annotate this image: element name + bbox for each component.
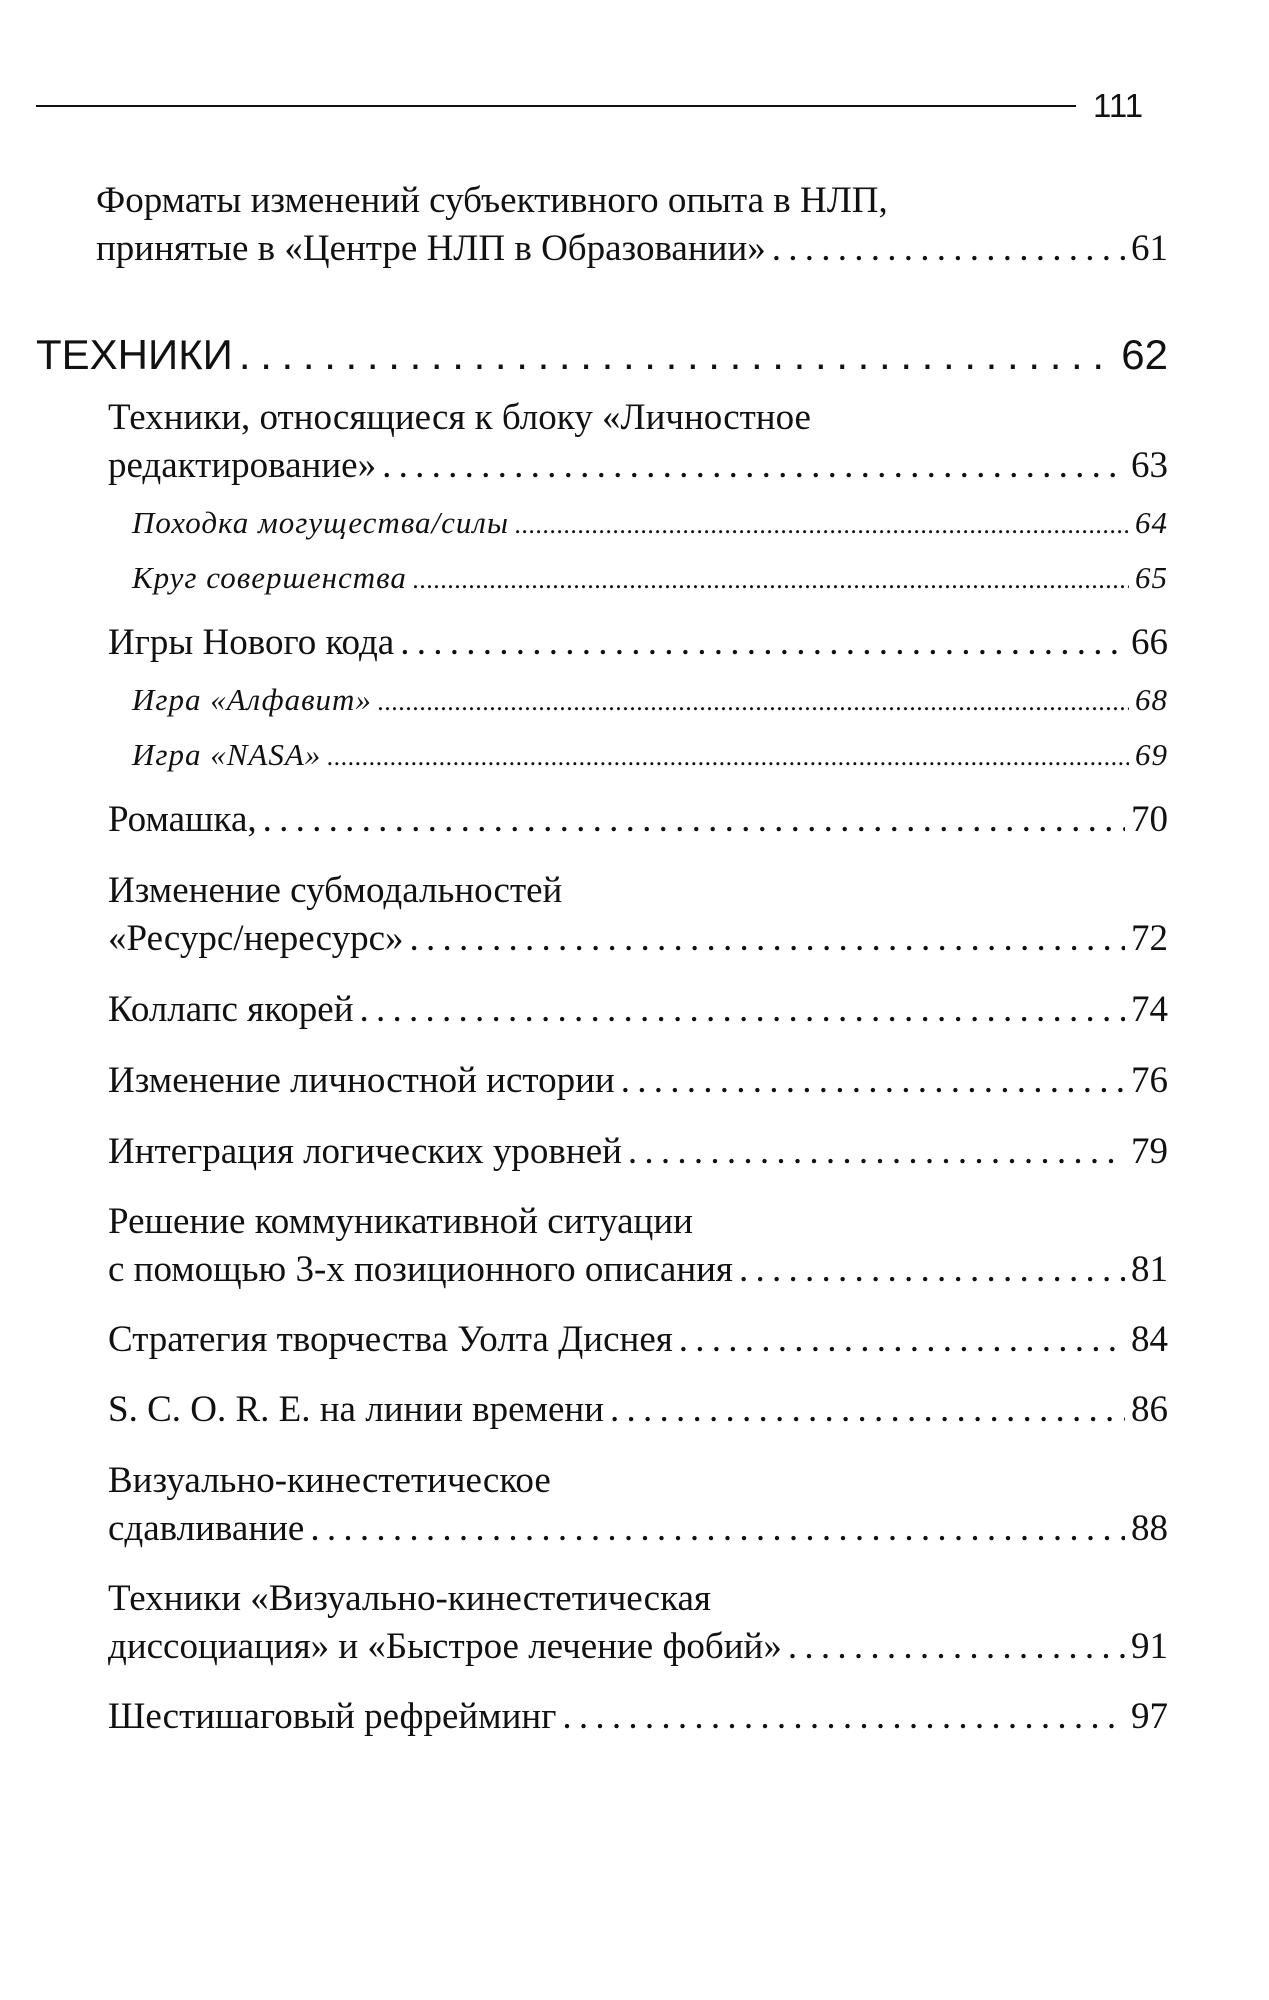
toc-entry-score[interactable] (108, 1386, 1168, 1434)
toc-entry-title: Игра «NASA» (132, 737, 322, 772)
toc-entry-istoriya[interactable] (108, 1057, 1168, 1105)
toc-entry-formats-line-1: Форматы изменений субъективного опыта в НЛП, (96, 180, 888, 221)
dot-leader (621, 1057, 1125, 1105)
header-rule (36, 105, 1076, 107)
dot-leader (788, 1623, 1125, 1671)
toc-entry-sdavlivanie[interactable] (108, 1505, 1168, 1553)
toc-entry-page: 68 (1135, 682, 1168, 717)
toc-entry-page: 97 (1131, 1696, 1168, 1737)
toc-entry-dissotsiatsiya-line-1: Техники «Визуально-кинестетическая (108, 1578, 711, 1619)
dot-leader (610, 1386, 1125, 1434)
toc-entry-integratsiya[interactable] (108, 1128, 1168, 1176)
toc-entry-igry[interactable] (108, 619, 1168, 667)
toc-entry-title: с помощью 3-х позиционного описания (108, 1249, 733, 1290)
toc-entry-reshenie-line-1: Решение коммуникативной ситуации (108, 1201, 693, 1242)
toc-subentry-alfavit[interactable] (132, 679, 1168, 723)
dot-leader (628, 1128, 1125, 1176)
toc-entry-lichnostnoe-line-1: Техники, относящиеся к блоку «Личностное (108, 397, 811, 438)
toc-entry-title: Ромашка, (108, 799, 257, 840)
toc-entry-sdavlivanie-line-1: Визуально-кинестетическое (108, 1460, 551, 1501)
toc-entry-title: Круг совершенства (132, 560, 407, 595)
toc-entry-title: Изменение личностной истории (108, 1060, 615, 1101)
toc-entry-formats[interactable] (96, 225, 1168, 273)
dot-leader (400, 619, 1125, 667)
dot-leader (410, 915, 1126, 963)
toc-entry-page: 69 (1135, 737, 1168, 772)
toc-entry-page: 63 (1131, 445, 1168, 486)
toc-entry-page: 81 (1131, 1249, 1168, 1290)
toc-entry-page: 76 (1131, 1060, 1168, 1101)
toc-entry-refreiming[interactable] (108, 1693, 1168, 1741)
toc-entry-title: Игра «Алфавит» (132, 682, 372, 717)
dot-leader (739, 1246, 1125, 1294)
toc-subentry-nasa[interactable] (132, 734, 1168, 778)
toc-entry-title: принятые в «Центре НЛП в Образовании» (96, 228, 766, 269)
toc-entry-romashka[interactable] (108, 796, 1168, 844)
toc-entry-page: 91 (1131, 1626, 1168, 1667)
page-number: 111 (1093, 87, 1144, 124)
toc-subentry-pokhodka[interactable] (132, 502, 1168, 546)
toc-entry-title: редактирование» (108, 445, 377, 486)
toc-entry-page: 66 (1131, 622, 1168, 663)
toc-entry-title: «Ресурс/нересурс» (108, 918, 404, 959)
toc-entry-title: Шестишаговый рефрейминг (108, 1696, 557, 1737)
toc-entry-page: 64 (1135, 505, 1168, 540)
section-title: ТЕХНИКИ (36, 331, 233, 378)
toc-entry-title: Стратегия творчества Уолта Диснея (108, 1319, 673, 1360)
dot-leader (310, 1505, 1125, 1553)
toc-subentry-krug[interactable] (132, 557, 1168, 601)
toc-entry-page: 61 (1131, 228, 1168, 269)
toc-entry-title: Игры Нового кода (108, 622, 395, 663)
toc-entry-page: 79 (1131, 1131, 1168, 1172)
dot-leader (679, 1316, 1125, 1364)
toc-entry-submod-line-1: Изменение субмодальностей (108, 870, 563, 911)
toc-entry-lichnostnoe[interactable] (108, 442, 1168, 490)
toc-entry-title: S. C. O. R. E. на линии времени (108, 1389, 604, 1430)
toc-entry-title: Походка могущества/силы (132, 505, 509, 540)
dot-leader (772, 225, 1125, 273)
toc-entry-disney[interactable] (108, 1316, 1168, 1364)
toc-entry-page: 88 (1131, 1508, 1168, 1549)
dot-leader (413, 557, 1129, 601)
toc-entry-page: 84 (1131, 1319, 1168, 1360)
dot-leader (239, 329, 1115, 381)
toc-entry-submod[interactable] (108, 915, 1168, 963)
dot-leader (327, 734, 1129, 778)
toc-entry-page: 86 (1131, 1389, 1168, 1430)
toc-entry-reshenie[interactable] (108, 1246, 1168, 1294)
toc-entry-page: 74 (1131, 989, 1168, 1030)
dot-leader (263, 796, 1125, 844)
dot-leader (515, 502, 1129, 546)
dot-leader (382, 442, 1125, 490)
toc-entry-title: Коллапс якорей (108, 989, 354, 1030)
toc-entry-title: Интеграция логических уровней (108, 1131, 622, 1172)
dot-leader (360, 986, 1125, 1034)
toc-entry-kollaps[interactable] (108, 986, 1168, 1034)
toc-entry-page: 62 (1121, 331, 1168, 378)
toc-entry-page: 70 (1131, 799, 1168, 840)
toc-entry-page: 72 (1131, 918, 1168, 959)
toc-entry-page: 65 (1135, 560, 1168, 595)
toc-entry-title: сдавливание (108, 1508, 305, 1549)
toc-entry-dissotsiatsiya[interactable] (108, 1623, 1168, 1671)
toc-section-tekhniki[interactable] (36, 329, 1168, 381)
toc-entry-title: диссоциация» и «Быстрое лечение фобий» (108, 1626, 782, 1667)
dot-leader (562, 1693, 1125, 1741)
dot-leader (378, 679, 1129, 723)
